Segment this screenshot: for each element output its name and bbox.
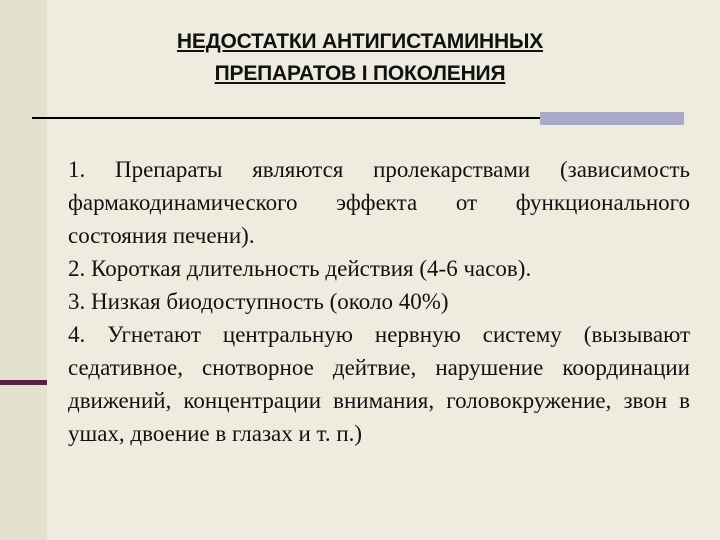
list-item-2: 2. Короткая длительность действия (4-6 часов). — [68, 256, 532, 281]
list-item-3: 3. Низкая биодоступность (около 40%) — [68, 289, 449, 314]
slide-title-line-1: НЕДОСТАТКИ АНТИГИСТАМИННЫХ — [176, 30, 544, 53]
title-divider-accent-block — [540, 112, 684, 125]
list-item-1: 1. Препараты являются пролекарствами (зависимость фармакодинамического эффекта от функционального состояния печени). — [68, 157, 690, 248]
left-accent-bar — [0, 380, 47, 385]
left-decorative-band — [0, 0, 47, 540]
title-divider-line — [32, 117, 540, 119]
slide-title-line-2: ПРЕПАРАТОВ I ПОКОЛЕНИЯ — [214, 62, 506, 85]
slide-title — [60, 26, 660, 90]
list-item-4: 4. Угнетают центральную нервную систему (вызывают седативное, снотворное дейтвие, нарушение координации движений, концентрации внимания, головокружение, звон в ушах, двоение в глазах и т. п.) — [68, 322, 690, 446]
slide-body — [68, 153, 690, 450]
